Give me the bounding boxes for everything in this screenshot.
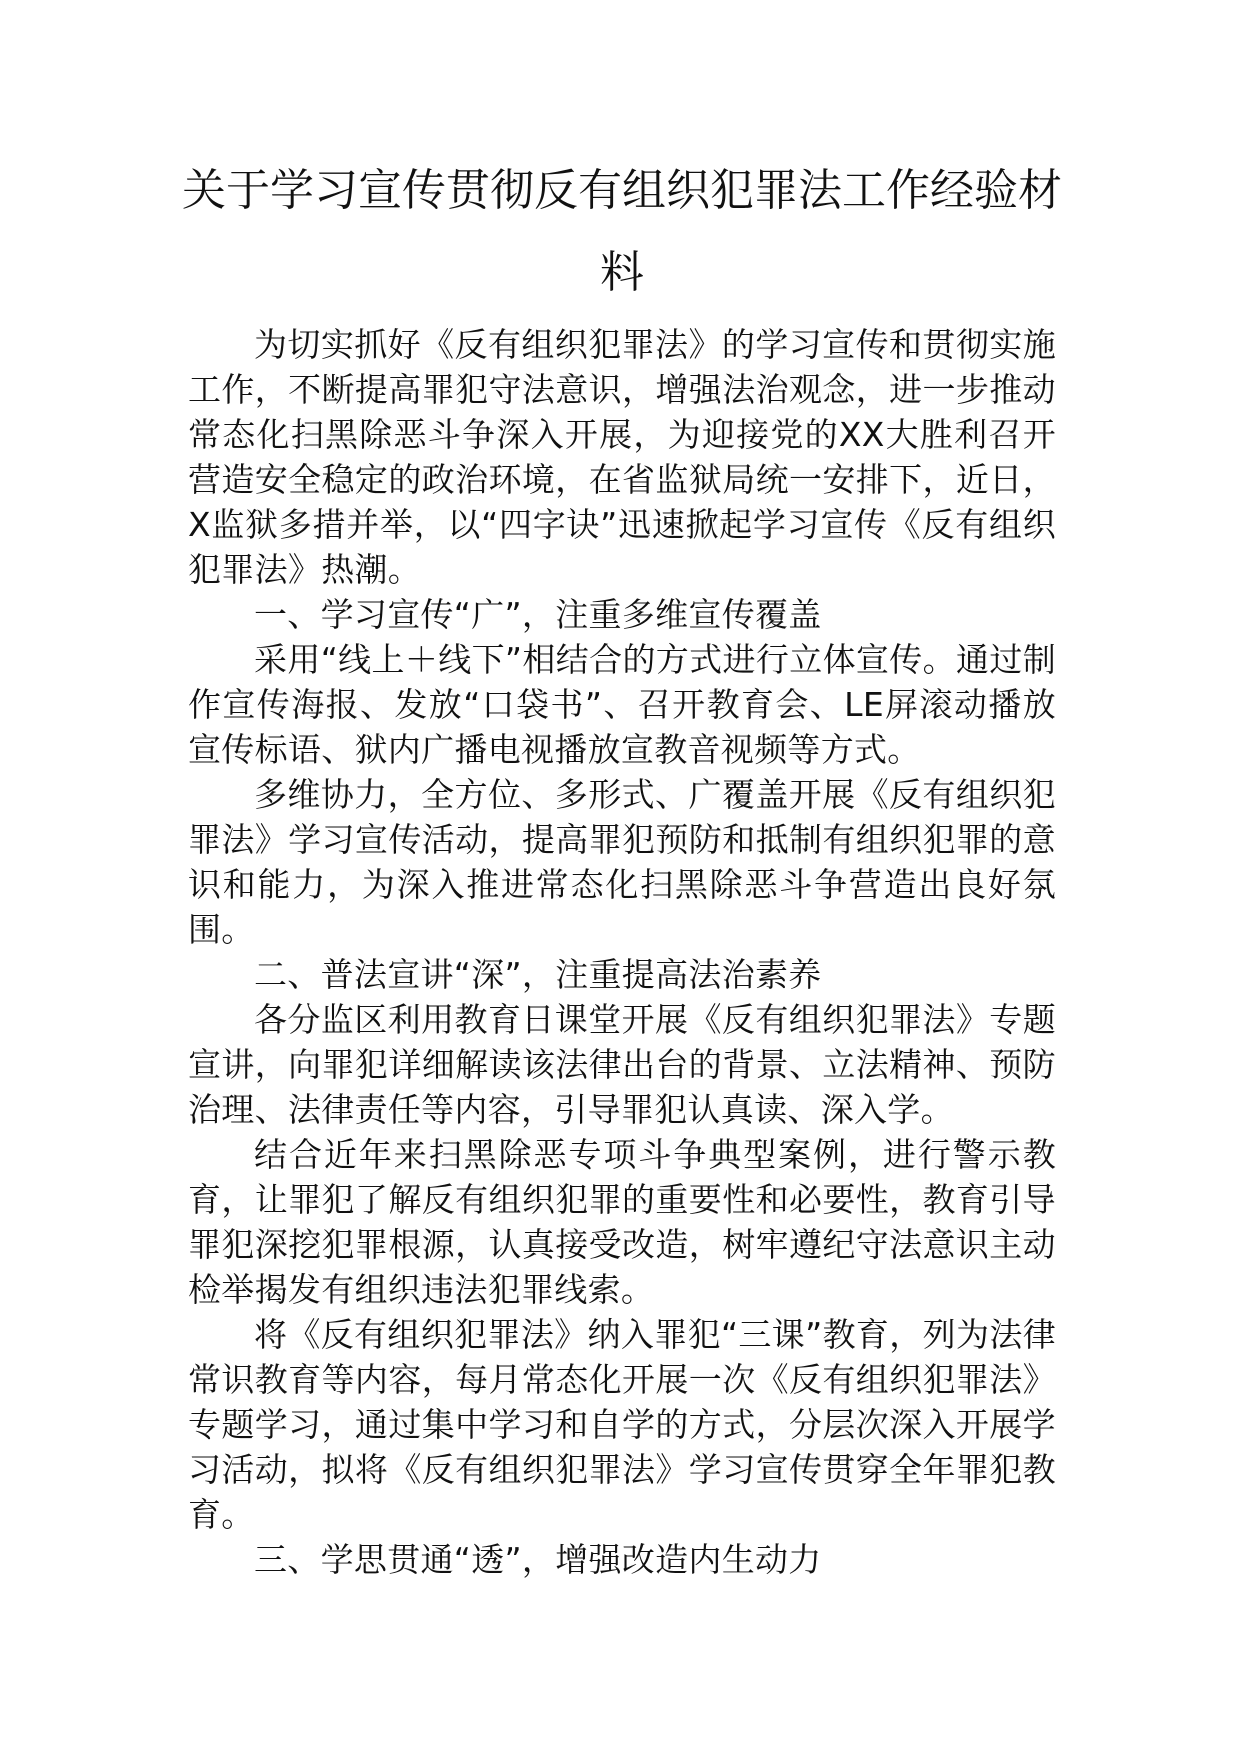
section-heading-2: 二、普法宣讲“深”，注重提高法治素养 bbox=[254, 955, 822, 994]
document-body bbox=[188, 322, 1056, 1582]
paragraph-2a: 各分监区利用教育日课堂开展《反有组织犯罪法》专题宣讲，向罪犯详细解读该法律出台的背景、立法精神、预防治理、法律责任等内容，引导罪犯认真读、深入学。 bbox=[188, 1000, 1056, 1129]
document-page bbox=[182, 150, 1062, 1582]
paragraph-1b: 多维协力，全方位、多形式、广覆盖开展《反有组织犯罪法》学习宣传活动，提高罪犯预防和抵制有组织犯罪的意识和能力，为深入推进常态化扫黑除恶斗争营造出良好氛围。 bbox=[188, 775, 1056, 949]
paragraph-2c: 将《反有组织犯罪法》纳入罪犯“三课”教育，列为法律常识教育等内容，每月常态化开展一次《反有组织犯罪法》专题学习，通过集中学习和自学的方式，分层次深入开展学习活动，拟将《反有组织犯罪法》学习宣传贯穿全年罪犯教育。 bbox=[188, 1315, 1056, 1534]
paragraph-2b: 结合近年来扫黑除恶专项斗争典型案例，进行警示教育，让罪犯了解反有组织犯罪的重要性和必要性，教育引导罪犯深挖犯罪根源，认真接受改造，树牢遵纪守法意识主动检举揭发有组织违法犯罪线索。 bbox=[188, 1135, 1056, 1309]
paragraph-1a: 采用“线上＋线下”相结合的方式进行立体宣传。通过制作宣传海报、发放“口袋书”、召开教育会、LE屏滚动播放宣传标语、狱内广播电视播放宣教音视频等方式。 bbox=[188, 640, 1056, 769]
section-heading-3: 三、学思贯通“透”，增强改造内生动力 bbox=[254, 1540, 822, 1579]
paragraph-intro: 为切实抓好《反有组织犯罪法》的学习宣传和贯彻实施工作，不断提高罪犯守法意识，增强法治观念，进一步推动常态化扫黑除恶斗争深入开展，为迎接党的XX大胜利召开营造安全稳定的政治环境，在省监狱局统一安排下，近日，X监狱多措并举，以“四字诀”迅速掀起学习宣传《反有组织犯罪法》热潮。 bbox=[188, 325, 1056, 589]
document-title: 关于学习宣传贯彻反有组织犯罪法工作经验材料 bbox=[182, 165, 1062, 298]
section-heading-1: 一、学习宣传“广”，注重多维宣传覆盖 bbox=[254, 595, 822, 634]
